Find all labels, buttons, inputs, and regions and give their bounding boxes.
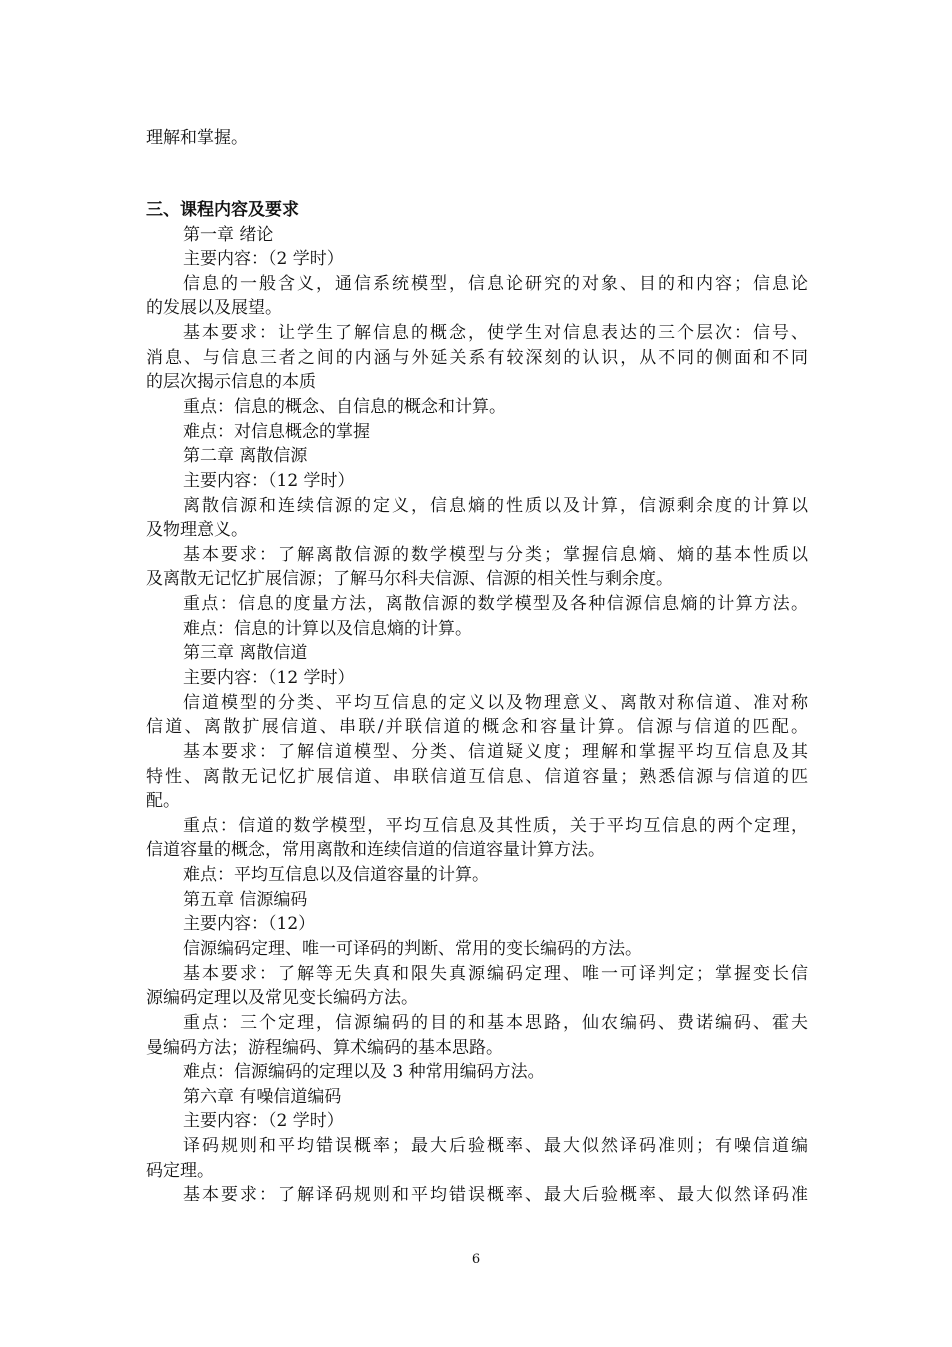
text-line: 基本要求：了解等无失真和限失真源编码定理、唯一可译判定；掌握变长信	[183, 964, 808, 984]
text-line: 主要内容：（12 学时）	[183, 668, 355, 688]
text-line: 重点：三个定理，信源编码的目的和基本思路，仙农编码、费诺编码、霍夫	[183, 1013, 808, 1033]
text-line: 难点：平均互信息以及信道容量的计算。	[183, 865, 489, 885]
text-line: 主要内容：（2 学时）	[183, 1111, 344, 1131]
text-line: 及物理意义。	[146, 520, 248, 540]
text-line: 难点：信源编码的定理以及 3 种常用编码方法。	[183, 1062, 545, 1082]
text-line: 的层次揭示信息的本质	[146, 372, 316, 392]
page-number: 6	[471, 1252, 481, 1267]
text-line: 特性、离散无记忆扩展信道、串联信道互信息、信道容量；熟悉信源与信道的匹	[146, 767, 808, 787]
text-line: 重点：信息的概念、自信息的概念和计算。	[183, 397, 506, 417]
text-line: 配。	[146, 791, 180, 811]
text-line: 基本要求：了解译码规则和平均错误概率、最大后验概率、最大似然译码准	[183, 1185, 808, 1205]
text-line: 基本要求：了解信道模型、分类、信道疑义度；理解和掌握平均互信息及其	[183, 742, 808, 762]
text-line: 主要内容：（12）	[183, 914, 316, 934]
text-line: 消息、与信息三者之间的内涵与外延关系有较深刻的认识，从不同的侧面和不同	[146, 348, 808, 368]
chapter-title: 第六章 有噪信道编码	[183, 1087, 342, 1107]
text-line: 难点：信息的计算以及信息熵的计算。	[183, 619, 472, 639]
text-line: 码定理。	[146, 1161, 214, 1181]
text-line: 信息的一般含义，通信系统模型，信息论研究的对象、目的和内容；信息论	[183, 274, 808, 294]
text-line: 信道容量的概念，常用离散和连续信道的信道容量计算方法。	[146, 840, 605, 860]
text-line: 源编码定理以及常见变长编码方法。	[146, 988, 418, 1008]
section-heading: 三、课程内容及要求	[146, 200, 299, 220]
text-line: 的发展以及展望。	[146, 298, 282, 318]
text-line: 信道模型的分类、平均互信息的定义以及物理意义、离散对称信道、准对称	[183, 693, 808, 713]
text-line: 难点：对信息概念的掌握	[183, 422, 370, 442]
text-line: 重点：信息的度量方法，离散信源的数学模型及各种信源信息熵的计算方法。	[183, 594, 808, 614]
text-line: 理解和掌握。	[146, 128, 248, 148]
text-line: 基本要求：了解离散信源的数学模型与分类；掌握信息熵、熵的基本性质以	[183, 545, 808, 565]
text-line: 曼编码方法；游程编码、算术编码的基本思路。	[146, 1038, 503, 1058]
text-line: 离散信源和连续信源的定义，信息熵的性质以及计算，信源剩余度的计算以	[183, 496, 808, 516]
text-line: 基本要求：让学生了解信息的概念，使学生对信息表达的三个层次：信号、	[183, 323, 808, 343]
chapter-title: 第三章 离散信道	[183, 643, 308, 663]
chapter-title: 第一章 绪论	[183, 225, 274, 245]
text-line: 重点：信道的数学模型，平均互信息及其性质，关于平均互信息的两个定理，	[183, 816, 808, 836]
text-line: 信源编码定理、唯一可译码的判断、常用的变长编码的方法。	[183, 939, 642, 959]
text-line: 译码规则和平均错误概率；最大后验概率、最大似然译码准则；有噪信道编	[183, 1136, 808, 1156]
text-line: 主要内容：（12 学时）	[183, 471, 355, 491]
chapter-title: 第二章 离散信源	[183, 446, 308, 466]
chapter-title: 第五章 信源编码	[183, 890, 308, 910]
text-line: 及离散无记忆扩展信源；了解马尔科夫信源、信源的相关性与剩余度。	[146, 569, 673, 589]
text-line: 主要内容：（2 学时）	[183, 249, 344, 269]
text-line: 信道、离散扩展信道、串联/并联信道的概念和容量计算。信源与信道的匹配。	[146, 717, 808, 737]
